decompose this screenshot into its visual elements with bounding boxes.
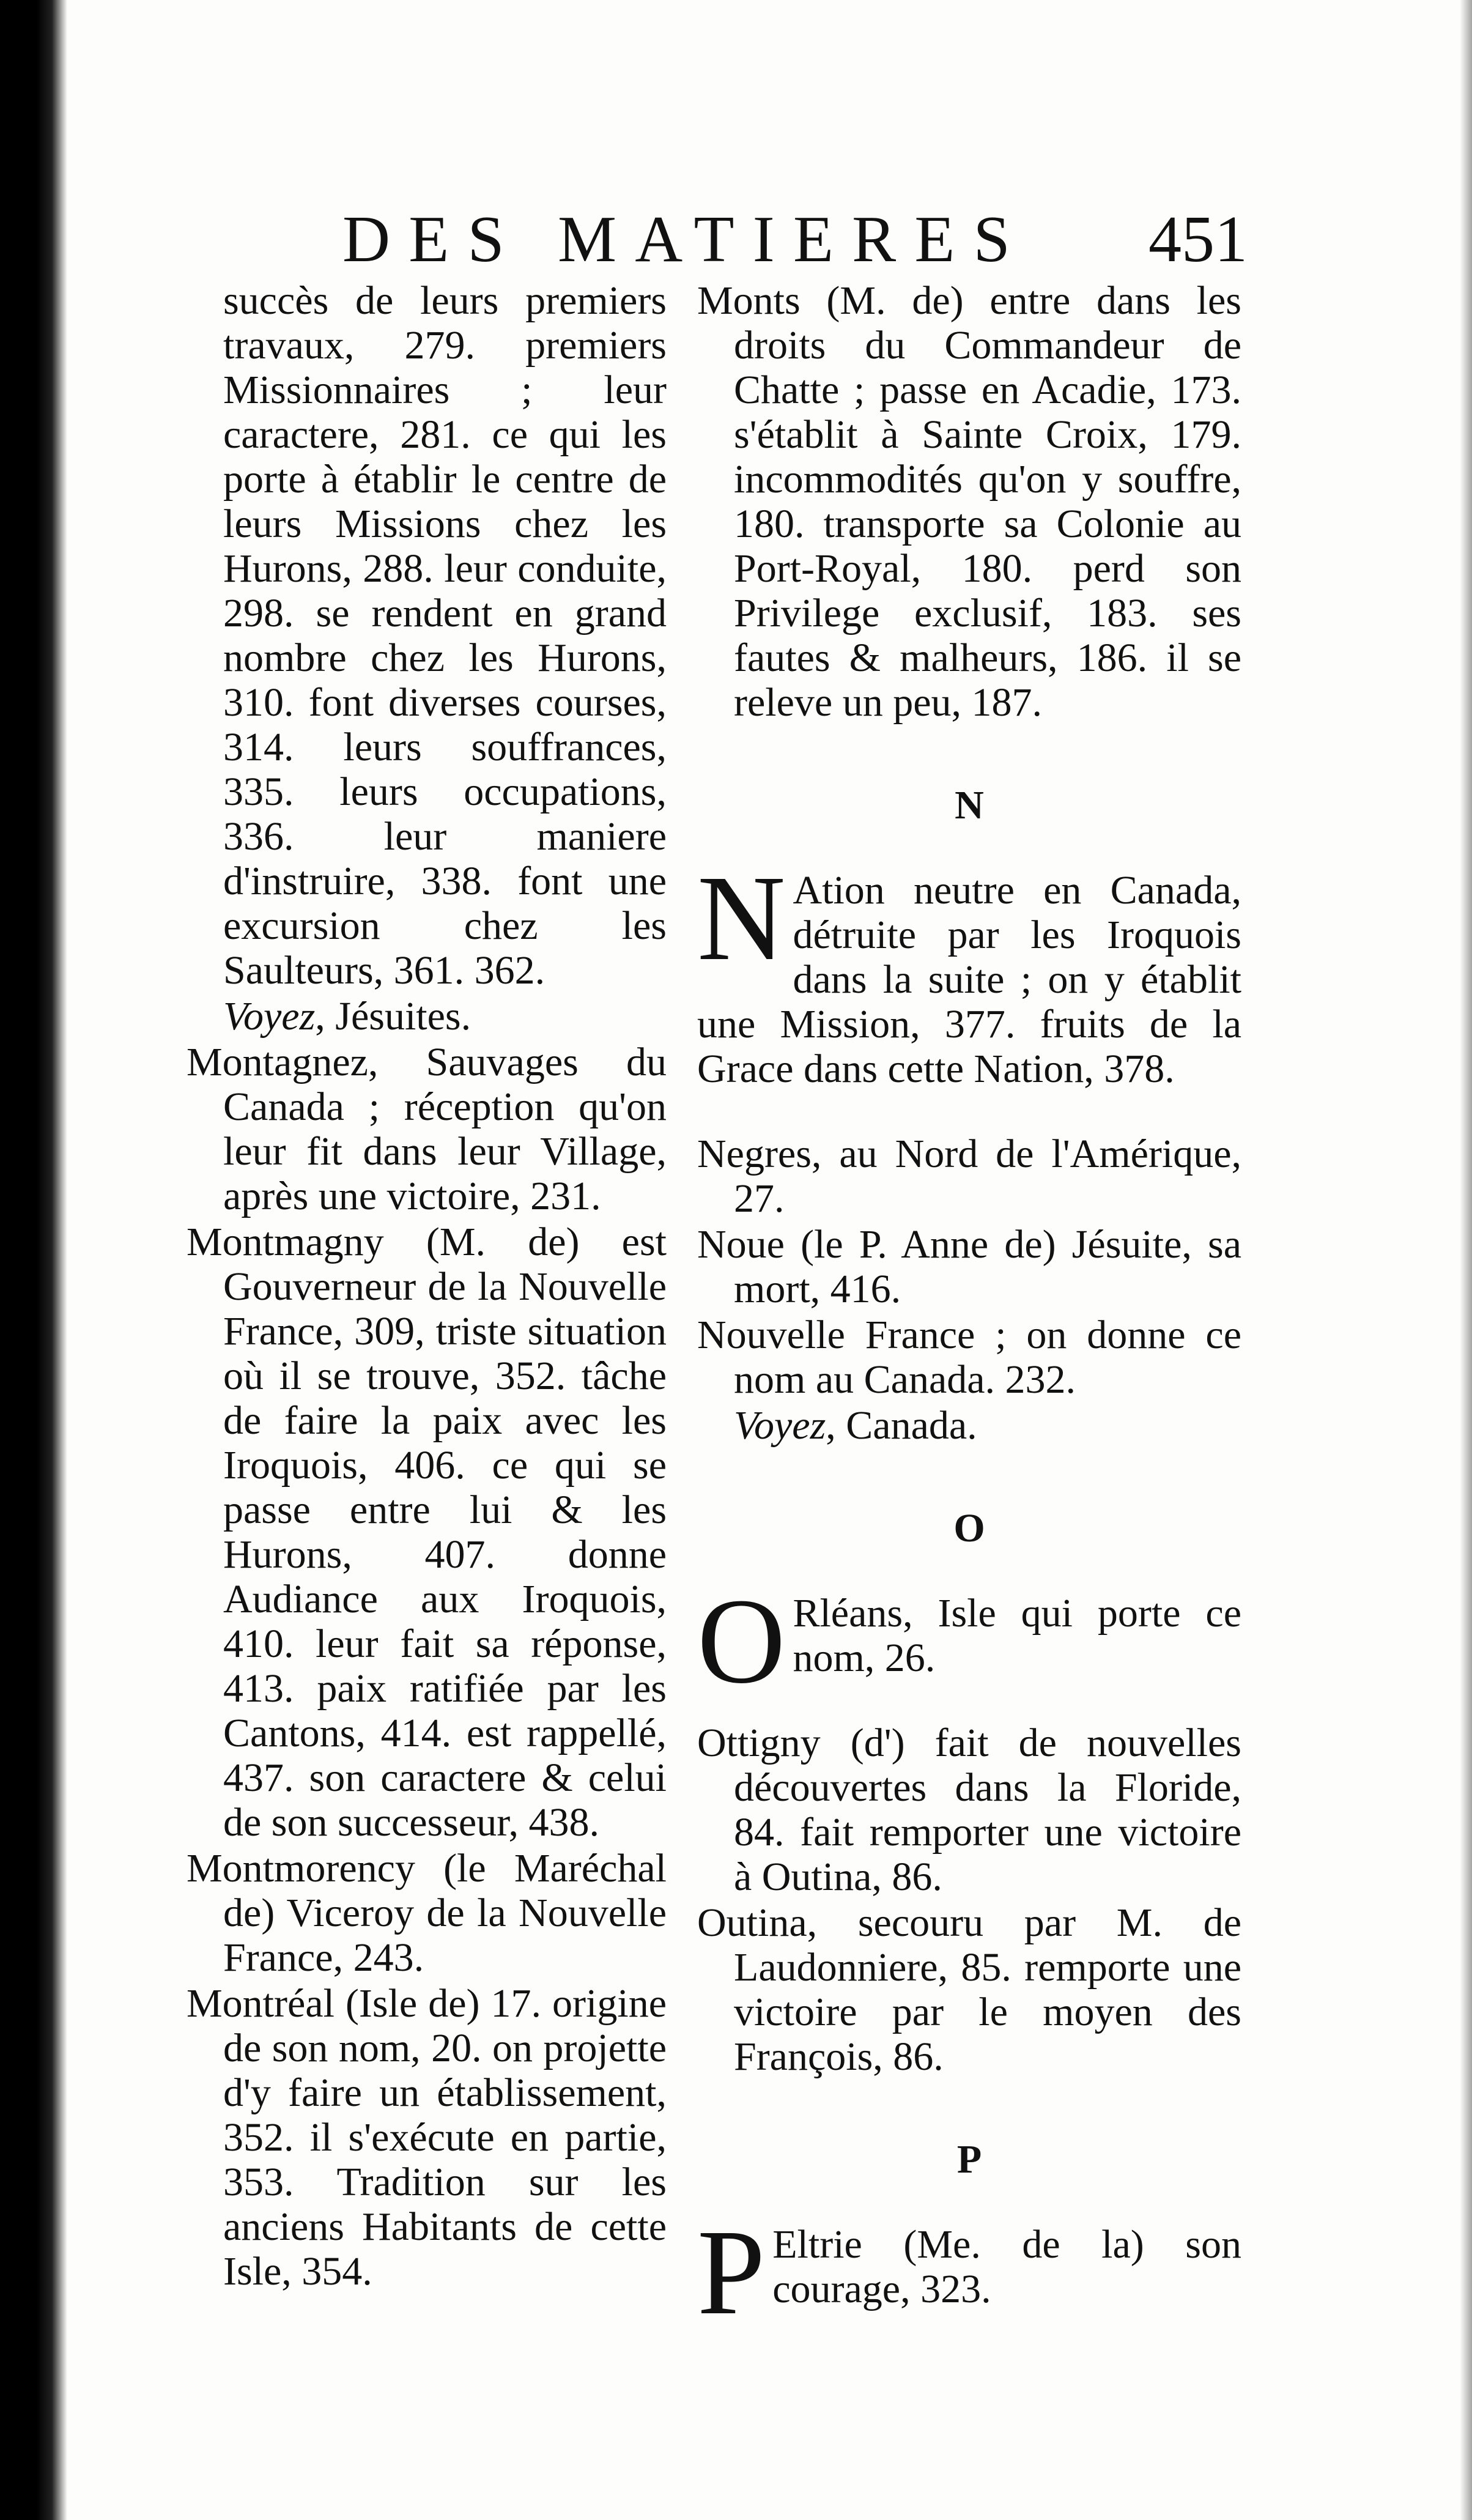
section-letter-o: O [953, 1506, 985, 1551]
index-entry: Montmorency (le Maréchal de) Viceroy de la Nouvelle France, 243. [187, 1846, 667, 1980]
drop-cap-text: Eltrie (Me. de la) son courage, 323. [772, 2222, 1241, 2311]
drop-cap-text: Ation neutre en Canada, détruite par les Iroquois dans la suite ; on y établit une Mission, 377. fruits de la Grace dans cette Nation, 378. [697, 868, 1241, 1091]
index-entry: Negres, au Nord de l'Amérique, 27. [697, 1132, 1241, 1221]
index-entry-drop-cap [697, 851, 1241, 1091]
voyez-word: Voyez [223, 994, 316, 1039]
index-entry: Montagnez, Sauvages du Canada ; réception qu'on leur fit dans leur Village, après une victoire, 231. [187, 1040, 667, 1218]
voyez-target: , Jésuites. [315, 994, 472, 1039]
drop-cap-o: O [697, 1574, 786, 1709]
index-column-right [697, 278, 1241, 2352]
index-entry: Montmagny (M. de) est Gouverneur de la Nouvelle France, 309, triste situation où il se trouve, 352. tâche de faire la paix avec les Iroquois, 406. ce qui se passe entre lui & les Hurons, 407. donne Audiance aux Iroquois, 410. leur fait sa réponse, 413. paix ratifiée par les Cantons, 414. est rappellé, 437. son caractere & celui de son successeur, 438. [187, 1220, 667, 1845]
index-entry: Nouvelle France ; on donne ce nom au Canada. 232. [697, 1313, 1241, 1402]
running-header [342, 202, 1248, 287]
section-letter-n: N [955, 783, 984, 828]
index-entry: Monts (M. de) entre dans les droits du Commandeur de Chatte ; passe en Acadie, 173. s'établit à Sainte Croix, 179. incommodités qu'on y souffre, 180. transporte sa Colonie au Port-Royal, 180. perd son Privilege exclusif, 183. ses fautes & malheurs, 186. il se releve un peu, 187. [697, 278, 1241, 725]
page-binding-shadow [0, 0, 67, 2520]
index-entry: Outina, secouru par M. de Laudonniere, 85. remporte une victoire par le moyen des François, 86. [697, 1900, 1241, 2079]
index-entry: Noue (le P. Anne de) Jésuite, sa mort, 416. [697, 1222, 1241, 1311]
section-letter-p: P [956, 2137, 982, 2182]
page-number: 451 [1148, 203, 1248, 276]
running-header-title: DES MATIERES [342, 203, 1029, 276]
index-entry: Montréal (Isle de) 17. origine de son nom, 20. on projette d'y faire un établissement, 352. il s'exécute en partie, 353. Tradition sur les anciens Habitants de cette Isle, 354. [187, 1981, 667, 2294]
drop-cap-p: P [697, 2205, 766, 2340]
index-entry-drop-cap [697, 2205, 1241, 2340]
index-column-left [187, 278, 667, 2295]
voyez-target: , Canada. [826, 1403, 977, 1448]
drop-cap-text: Rléans, Isle qui porte ce nom, 26. [793, 1591, 1241, 1680]
page-edge-shadow [1460, 0, 1472, 2520]
index-entry-drop-cap [697, 1574, 1241, 1709]
index-entry-continuation: succès de leurs premiers travaux, 279. premiers Missionnaires ; leur caractere, 281. ce qui les porte à établir le centre de leurs Missions chez les Hurons, 288. leur conduite, 298. se rendent en grand nombre chez les Hurons, 310. font diverses courses, 314. leurs souffrances, 335. leurs occupations, 336. leur maniere d'instruire, 338. font une excursion chez les Saulteurs, 361. 362. [223, 278, 667, 993]
index-entry: Ottigny (d') fait de nouvelles découvertes dans la Floride, 84. fait remporter une victoire à Outina, 86. [697, 1721, 1241, 1899]
cross-reference [697, 1403, 1241, 1448]
drop-cap-n: N [697, 851, 786, 986]
voyez-word: Voyez [734, 1403, 826, 1448]
cross-reference [187, 994, 667, 1039]
